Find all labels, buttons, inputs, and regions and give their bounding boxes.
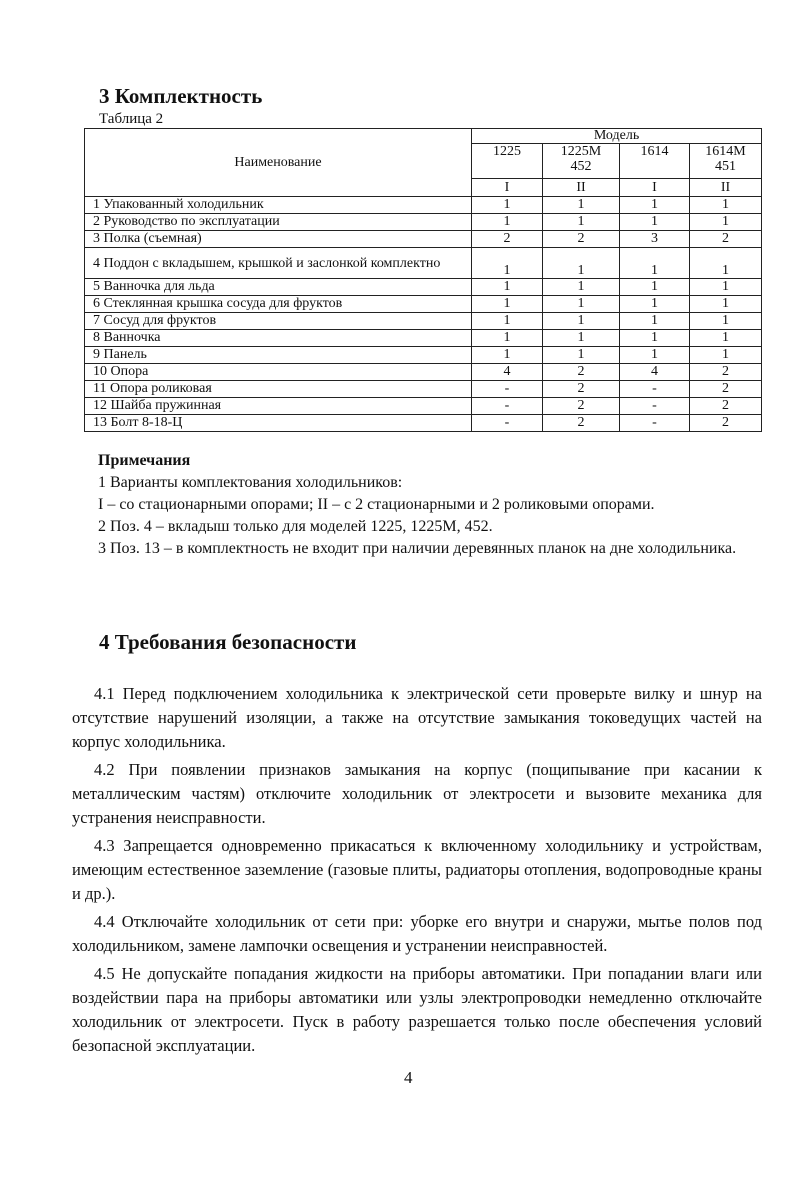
- table-row: [85, 381, 762, 398]
- quantity-cell: 2: [690, 415, 762, 432]
- model-header-cell: [543, 144, 620, 179]
- table-row: [85, 296, 762, 313]
- quantity-cell: 1: [472, 197, 543, 214]
- quantity-cell: 2: [543, 381, 620, 398]
- quantity-cell: 1: [543, 197, 620, 214]
- quantity-cell: 1: [690, 197, 762, 214]
- table-row: [85, 214, 762, 231]
- model-column-header: Модель: [472, 129, 762, 144]
- quantity-cell: 2: [690, 381, 762, 398]
- paragraph-4-1: 4.1 Перед подключением холодильника к электрической сети проверьте вилку и шнур на отсутствие нарушений изоляции, а также на отсутствие замыкания токоведущих частей на корпус холодильника.: [72, 684, 762, 751]
- quantity-cell: 1: [690, 214, 762, 231]
- quantity-cell: 1: [620, 296, 690, 313]
- quantity-cell: 1: [543, 347, 620, 364]
- table-row: [85, 231, 762, 248]
- quantity-cell: 1: [620, 197, 690, 214]
- item-name-cell: 10 Опора: [85, 364, 472, 381]
- name-column-header: Наименование: [85, 129, 472, 197]
- table-row: [85, 398, 762, 415]
- quantity-cell: 1: [543, 279, 620, 296]
- quantity-cell: 2: [690, 398, 762, 415]
- item-name-cell: 4 Поддон с вкладышем, крышкой и заслонкой комплектно: [85, 248, 472, 279]
- paragraph-4-3: 4.3 Запрещается одновременно прикасаться к включенному холодильнику и устройствам, имеющим естественное заземление (газовые плиты, радиаторы отопления, водопроводные краны и др.).: [72, 836, 762, 903]
- quantity-cell: 1: [472, 347, 543, 364]
- model-line2: 451: [715, 159, 737, 174]
- model-header-cell: [472, 144, 543, 179]
- quantity-cell: 2: [472, 231, 543, 248]
- quantity-cell: 1: [543, 313, 620, 330]
- item-name-cell: 1 Упакованный холодильник: [85, 197, 472, 214]
- table-row: [85, 415, 762, 432]
- quantity-cell: 1: [620, 347, 690, 364]
- table-notes: [76, 450, 766, 560]
- note-3: 3 Поз. 13 – в комплектность не входит при наличии деревянных планок на дне холодильника.: [98, 540, 737, 557]
- model-line2: 452: [570, 159, 592, 174]
- variant-cell: II: [543, 179, 620, 197]
- paragraph-4-5: 4.5 Не допускайте попадания жидкости на приборы автоматики. При попадании влаги или воздействии пара на приборы автоматики или узлы электропроводки немедленно отключайте холодильник от электросети. Пуск в работу разрешается только после обеспечения условий безопасной эксплуатации.: [72, 964, 762, 1055]
- quantity-cell: 1: [472, 296, 543, 313]
- quantity-cell: 1: [543, 214, 620, 231]
- variant-cell: I: [472, 179, 543, 197]
- quantity-cell: 1: [620, 279, 690, 296]
- quantity-cell: 2: [543, 415, 620, 432]
- quantity-cell: 4: [472, 364, 543, 381]
- quantity-cell: -: [472, 415, 543, 432]
- model-line1: 1614: [640, 144, 669, 159]
- quantity-cell: 2: [543, 398, 620, 415]
- table-row: [85, 248, 762, 279]
- quantity-cell: 3: [620, 231, 690, 248]
- model-line1: 1225: [493, 144, 521, 159]
- quantity-cell: 1: [543, 330, 620, 347]
- table-row: [85, 364, 762, 381]
- quantity-cell: 1: [690, 296, 762, 313]
- quantity-cell: 1: [472, 248, 543, 279]
- table-row: [85, 347, 762, 364]
- quantity-cell: 1: [620, 248, 690, 279]
- quantity-cell: 1: [620, 313, 690, 330]
- table-caption: Таблица 2: [99, 111, 164, 127]
- model-header-cell: [690, 144, 762, 179]
- note-2: 2 Поз. 4 – вкладыш только для моделей 1225, 1225М, 452.: [98, 518, 493, 535]
- item-name-cell: 13 Болт 8-18-Ц: [85, 415, 472, 432]
- item-name-cell: 7 Сосуд для фруктов: [85, 313, 472, 330]
- item-name-cell: 5 Ванночка для льда: [85, 279, 472, 296]
- table-row: [85, 313, 762, 330]
- note-1-title: 1 Варианты комплектования холодильников:: [98, 474, 403, 491]
- table-row: [85, 279, 762, 296]
- quantity-cell: 2: [690, 364, 762, 381]
- table-row: [85, 197, 762, 214]
- model-line1: 1614М: [705, 144, 746, 159]
- notes-title: Примечания: [98, 452, 191, 469]
- quantity-cell: -: [620, 381, 690, 398]
- quantity-cell: -: [472, 398, 543, 415]
- item-name-cell: 12 Шайба пружинная: [85, 398, 472, 415]
- item-name-cell: 11 Опора роликовая: [85, 381, 472, 398]
- quantity-cell: 1: [690, 248, 762, 279]
- quantity-cell: -: [472, 381, 543, 398]
- item-name-cell: 6 Стеклянная крышка сосуда для фруктов: [85, 296, 472, 313]
- item-name-cell: 2 Руководство по эксплуатации: [85, 214, 472, 231]
- item-name-cell: 8 Ванночка: [85, 330, 472, 347]
- completeness-table: [84, 128, 762, 432]
- paragraph-4-2: 4.2 При появлении признаков замыкания на корпус (пощипывание при касании к металлическим частям) отключите холодильник от электросети и вызовите механика для устранения неисправности.: [72, 760, 762, 827]
- quantity-cell: 1: [472, 313, 543, 330]
- quantity-cell: 1: [472, 279, 543, 296]
- page-number: 4: [404, 1068, 413, 1087]
- safety-requirements-text: [72, 682, 762, 1062]
- quantity-cell: -: [620, 398, 690, 415]
- quantity-cell: 1: [543, 248, 620, 279]
- quantity-cell: 2: [690, 231, 762, 248]
- quantity-cell: 2: [543, 364, 620, 381]
- quantity-cell: 1: [620, 214, 690, 231]
- model-header-cell: [620, 144, 690, 179]
- quantity-cell: -: [620, 415, 690, 432]
- item-name-cell: 3 Полка (съемная): [85, 231, 472, 248]
- paragraph-4-4: 4.4 Отключайте холодильник от сети при: уборке его внутри и снаружи, мытье полов под холодильником, замене лампочки освещения и устранении неисправностей.: [72, 912, 762, 955]
- quantity-cell: 2: [543, 231, 620, 248]
- variant-cell: I: [620, 179, 690, 197]
- table-row: [85, 330, 762, 347]
- note-1-body: I – со стационарными опорами; II – с 2 стационарными и 2 роликовыми опорами.: [98, 496, 655, 513]
- quantity-cell: 1: [690, 330, 762, 347]
- quantity-cell: 1: [690, 313, 762, 330]
- quantity-cell: 1: [620, 330, 690, 347]
- quantity-cell: 4: [620, 364, 690, 381]
- quantity-cell: 1: [690, 279, 762, 296]
- quantity-cell: 1: [690, 347, 762, 364]
- quantity-cell: 1: [472, 330, 543, 347]
- model-line1: 1225М: [560, 144, 602, 159]
- section-4-heading: 4 Требования безопасности: [99, 630, 357, 654]
- quantity-cell: 1: [543, 296, 620, 313]
- variant-cell: II: [690, 179, 762, 197]
- section-3-heading: 3 Комплектность: [99, 84, 263, 108]
- quantity-cell: 1: [472, 214, 543, 231]
- item-name-cell: 9 Панель: [85, 347, 472, 364]
